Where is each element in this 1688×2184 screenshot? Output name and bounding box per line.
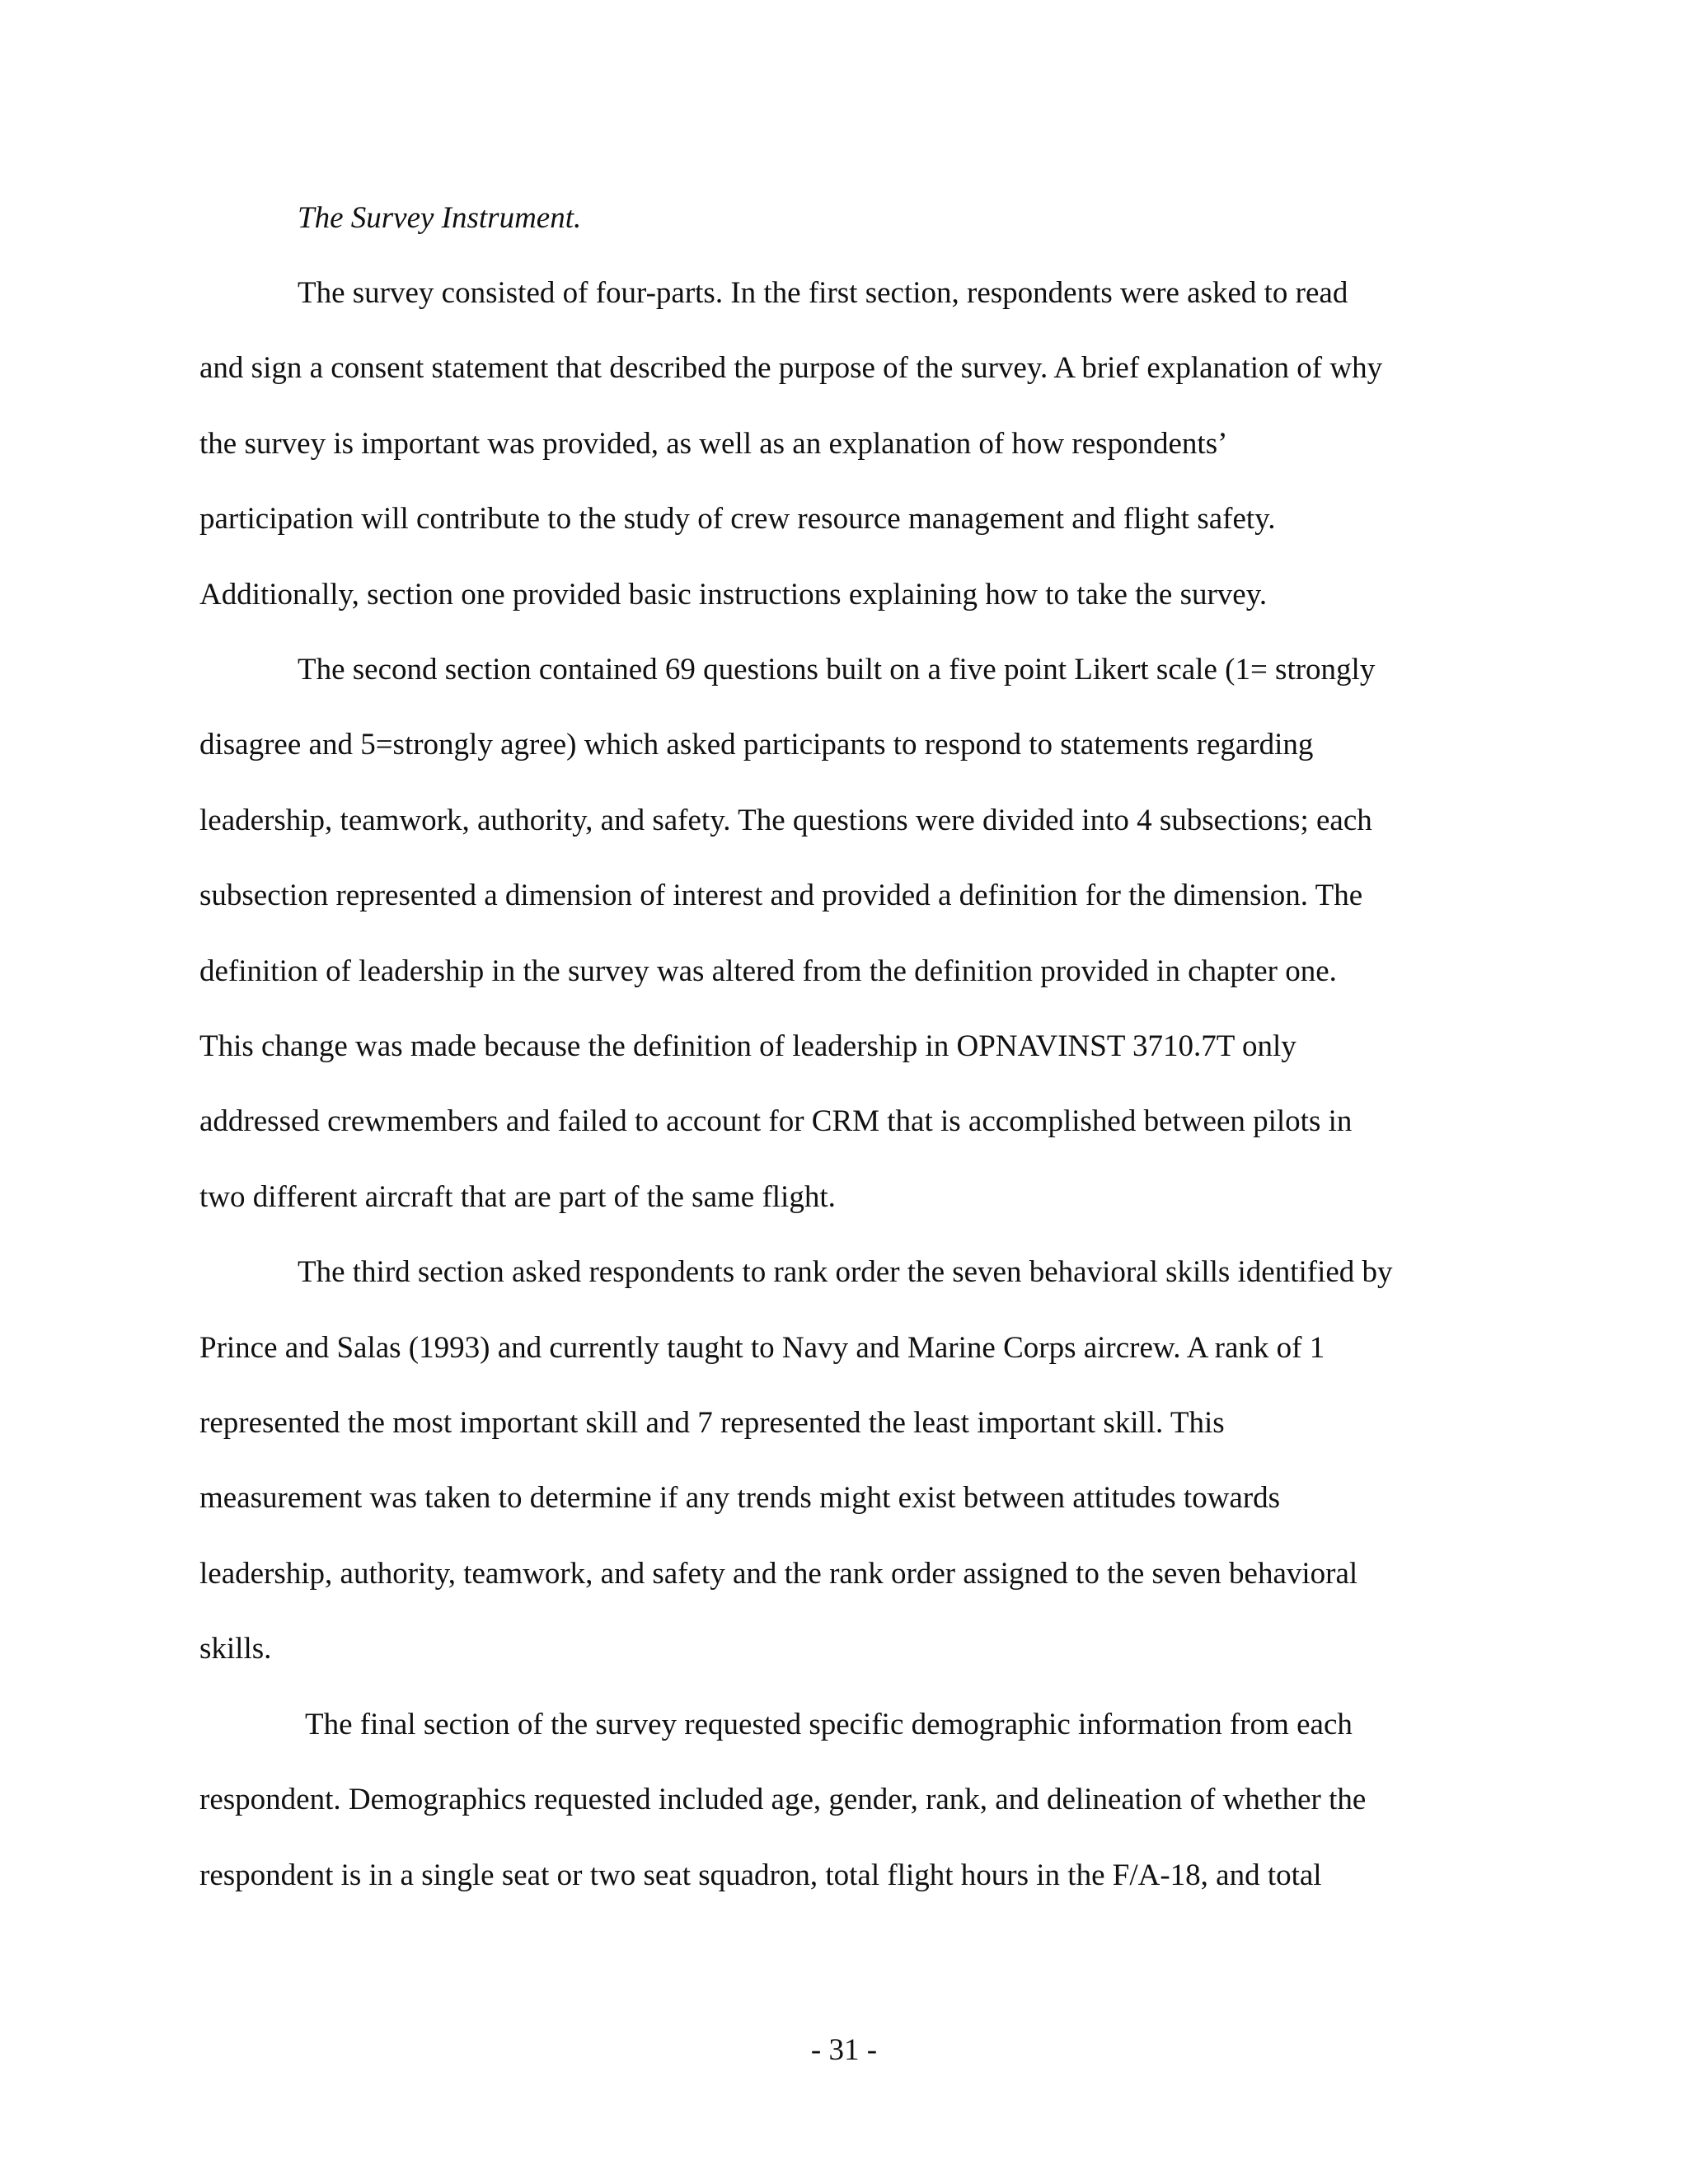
page-number: - 31 -	[810, 2033, 878, 2067]
paragraph-line: definition of leadership in the survey was altered from the definition provided in chapter one.	[199, 954, 1337, 988]
paragraph-line: addressed crewmembers and failed to account for CRM that is accomplished between pilots in	[199, 1104, 1353, 1138]
paragraph-line: The survey consisted of four-parts. In the first section, respondents were asked to read	[298, 276, 1348, 310]
paragraph-line: skills.	[199, 1632, 272, 1666]
paragraph-line: Additionally, section one provided basic instructions explaining how to take the survey.	[199, 578, 1268, 612]
paragraph-line: Prince and Salas (1993) and currently taught to Navy and Marine Corps aircrew. A rank of 1	[199, 1331, 1325, 1365]
paragraph-line: measurement was taken to determine if any trends might exist between attitudes towards	[199, 1481, 1281, 1515]
paragraph-line: respondent is in a single seat or two seat squadron, total flight hours in the F/A-18, and total	[199, 1858, 1322, 1892]
paragraph-line: two different aircraft that are part of the same flight.	[199, 1180, 836, 1214]
paragraph-line: This change was made because the definition of leadership in OPNAVINST 3710.7T only	[199, 1029, 1296, 1063]
paragraph-line: represented the most important skill and 7 represented the least important skill. This	[199, 1406, 1225, 1440]
paragraph-line: The second section contained 69 questions built on a five point Likert scale (1= strongly	[298, 653, 1376, 687]
paragraph-line: and sign a consent statement that described the purpose of the survey. A brief explanation of why	[199, 351, 1383, 385]
paragraph-line: leadership, authority, teamwork, and safety and the rank order assigned to the seven behavioral	[199, 1557, 1358, 1591]
paragraph-line: participation will contribute to the study of crew resource management and flight safety.	[199, 502, 1276, 536]
paragraph-line: The third section asked respondents to rank order the seven behavioral skills identified by	[298, 1255, 1393, 1289]
paragraph-line: respondent. Demographics requested included age, gender, rank, and delineation of whether the	[199, 1783, 1367, 1816]
section-heading: The Survey Instrument.	[298, 201, 582, 235]
paragraph-line: disagree and 5=strongly agree) which asked participants to respond to statements regarding	[199, 728, 1314, 762]
paragraph-line: the survey is important was provided, as well as an explanation of how respondents’	[199, 427, 1228, 461]
paragraph-line: The final section of the survey requested specific demographic information from each	[305, 1708, 1353, 1741]
paragraph-line: leadership, teamwork, authority, and safety. The questions were divided into 4 subsections; each	[199, 804, 1372, 837]
paragraph-line: subsection represented a dimension of interest and provided a definition for the dimension. The	[199, 879, 1363, 912]
